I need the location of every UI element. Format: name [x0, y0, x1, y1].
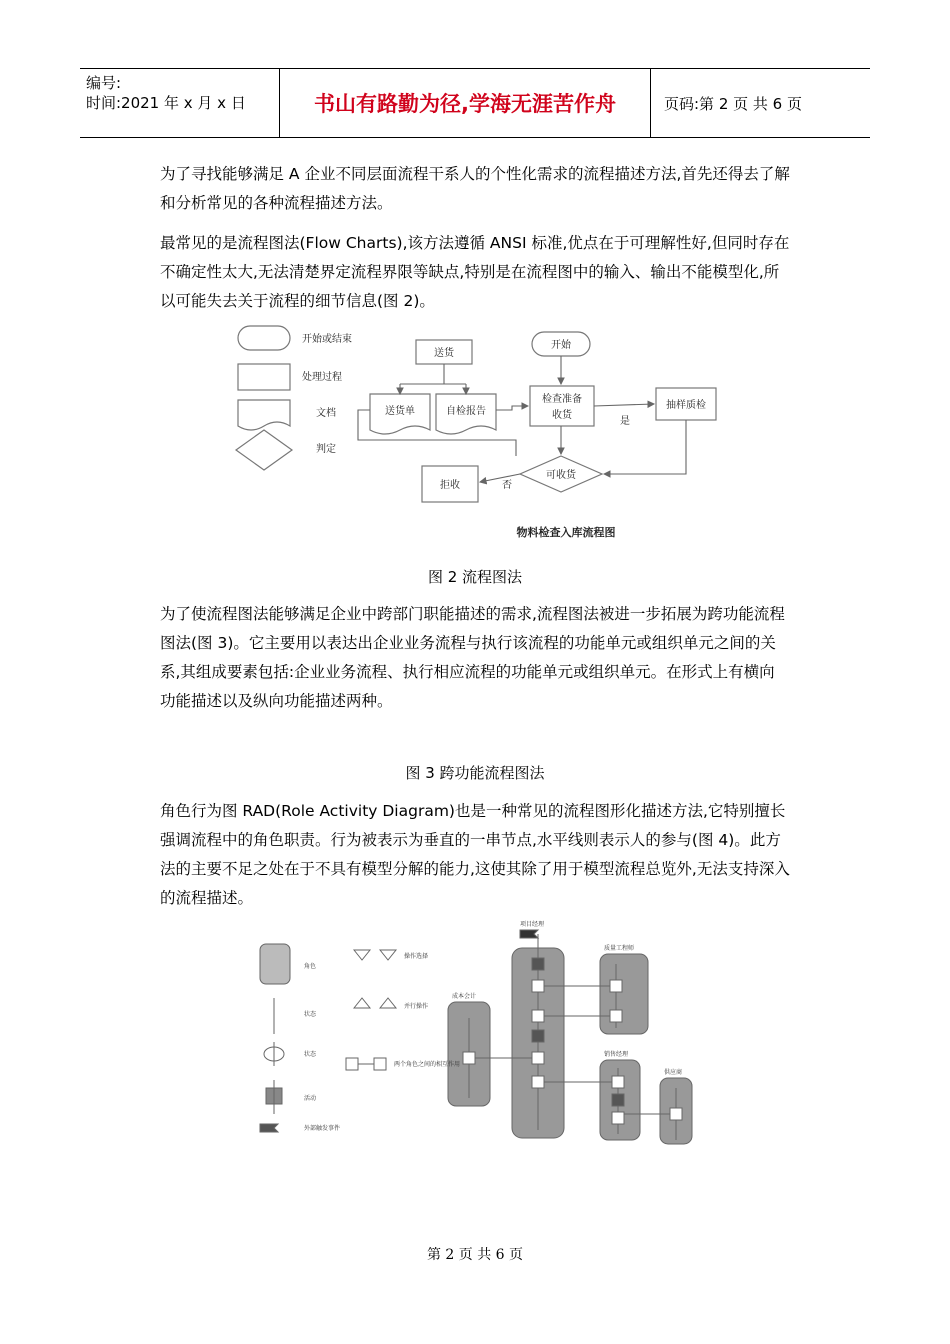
legend-activity-label: 活动 [304, 1095, 317, 1102]
role-label-cost: 成本会计 [452, 993, 477, 1000]
activity-node-1 [532, 958, 544, 970]
activity-node-supplier [670, 1108, 682, 1120]
activity-node-2 [532, 980, 544, 992]
paragraph-crossfunctional: 为了使流程图法能够满足企业中跨部门职能描述的需求,流程图法被进一步拓展为跨功能流程图法(图 3)。它主要用以表达出企业业务流程与执行该流程的功能单元或组织单元之间的关系,其组成要素包括:企业业务流程、执行相应流程的功能单元或组织单元。在形式上有横向功能描述以及纵向功能描述两种。 [160, 605, 785, 710]
legend-interaction-box-a [346, 1058, 358, 1070]
role-label-quality: 质量工程师 [604, 945, 635, 952]
activity-node-quality-2 [610, 1010, 622, 1022]
edge-sampling-decision [604, 420, 686, 474]
caption-fig3: 图 3 跨功能流程图法 [405, 764, 545, 782]
activity-node-3 [532, 1010, 544, 1022]
header-number-label: 编号: [86, 74, 122, 92]
edge-docs-check [496, 406, 528, 410]
node-sampling-label: 抽样质检 [666, 400, 706, 411]
activity-node-sales-1 [612, 1076, 624, 1088]
legend-trigger-label: 外部触发事件 [304, 1125, 341, 1132]
legend-trigger-shape [260, 1124, 278, 1132]
paragraph-flowchart: 最常见的是流程图法(Flow Charts),该方法遵循 ANSI 标准,优点在于可理解性好,但同时存在不确定性太大,无法清楚界定流程界限等缺点,特别是在流程图中的输入、输出不能模型化,所以可能失去关于流程的细节信息(图 2)。 [160, 234, 790, 310]
paragraph-rad: 角色行为图 RAD(Role Activity Diagram)也是一种常见的流程图形化描述方法,它特别擅长强调流程中的角色职责。行为被表示为垂直的一串节点,水平线则表示人的参与(图 4)。此方法的主要不足之处在于不具有模型分解的能力,这使其除了用于模型流程总览外,无法支持深入的流程描述。 [160, 802, 790, 907]
page-header [80, 68, 870, 138]
legend-parallel-label: 并行操作 [404, 1003, 429, 1010]
role-label-sales: 销售经理 [604, 1051, 629, 1058]
activity-node-4 [532, 1030, 544, 1042]
role-lane-quality [600, 954, 648, 1034]
node-start-label: 开始 [551, 340, 571, 351]
activity-node-cost [463, 1052, 475, 1064]
role-label-supplier: 供应商 [664, 1069, 683, 1076]
node-delivery-label: 送货 [434, 348, 454, 359]
node-check-prep-label: 检查准备 [542, 394, 582, 405]
legend-decision-shape [236, 430, 292, 470]
legend-terminator-shape [238, 326, 290, 350]
role-label-pm: 项目经理 [520, 921, 545, 928]
figure-flowchart [230, 318, 706, 544]
header-motto: 书山有路勤为径,学海无涯苦作舟 [280, 69, 651, 137]
legend-label-decision: 判定 [316, 444, 336, 455]
legend-state-label: 状态 [304, 1011, 317, 1018]
legend-label-terminator: 开始或结束 [302, 334, 352, 345]
figure-rad [254, 918, 694, 1148]
node-reject-label: 拒收 [440, 480, 460, 491]
node-delivery-note-label: 送货单 [385, 406, 415, 417]
activity-node-5 [532, 1052, 544, 1064]
page-footer: 第 2 页 共 6 页 [426, 1247, 524, 1263]
legend-document-shape [238, 400, 290, 430]
edge-check-sampling [594, 404, 654, 406]
legend-interaction-label: 两个角色之间的相互作用 [394, 1061, 461, 1068]
legend-choice-shape [354, 950, 396, 960]
legend-parallel-shape [354, 998, 396, 1008]
node-can-receive-label: 可收货 [546, 470, 576, 481]
header-page-info: 页码:第 2 页 共 6 页 [664, 94, 802, 113]
legend-interaction-box-b [374, 1058, 386, 1070]
node-self-check-label: 自检报告 [446, 406, 486, 417]
header-meta [80, 69, 280, 137]
trigger-event-icon [520, 930, 538, 938]
edge-decision-reject [480, 474, 520, 482]
figure-flowchart-title: 物料检查入库流程图 [516, 526, 616, 539]
activity-node-quality-1 [610, 980, 622, 992]
legend-label-document: 文档 [316, 408, 336, 419]
legend-state2-label: 状态 [304, 1051, 317, 1058]
legend-process-shape [238, 364, 290, 390]
edge-no-label: 否 [502, 480, 512, 491]
activity-node-6 [532, 1076, 544, 1088]
caption-fig2: 图 2 流程图法 [427, 568, 523, 586]
activity-node-sales-3 [612, 1112, 624, 1124]
activity-node-sales-2 [612, 1094, 624, 1106]
paragraph-intro: 为了寻找能够满足 A 企业不同层面流程干系人的个性化需求的流程描述方法,首先还得去了解和分析常见的各种流程描述方法。 [160, 165, 790, 212]
node-receive-label: 收货 [552, 410, 572, 421]
legend-role-label: 角色 [304, 963, 317, 970]
legend-label-process: 处理过程 [302, 372, 342, 383]
edge-yes-label: 是 [620, 416, 630, 427]
legend-choice-label: 操作选择 [404, 953, 429, 960]
header-time-label: 时间:2021 年 x 月 x 日 [86, 94, 246, 112]
legend-role-shape [260, 944, 290, 984]
